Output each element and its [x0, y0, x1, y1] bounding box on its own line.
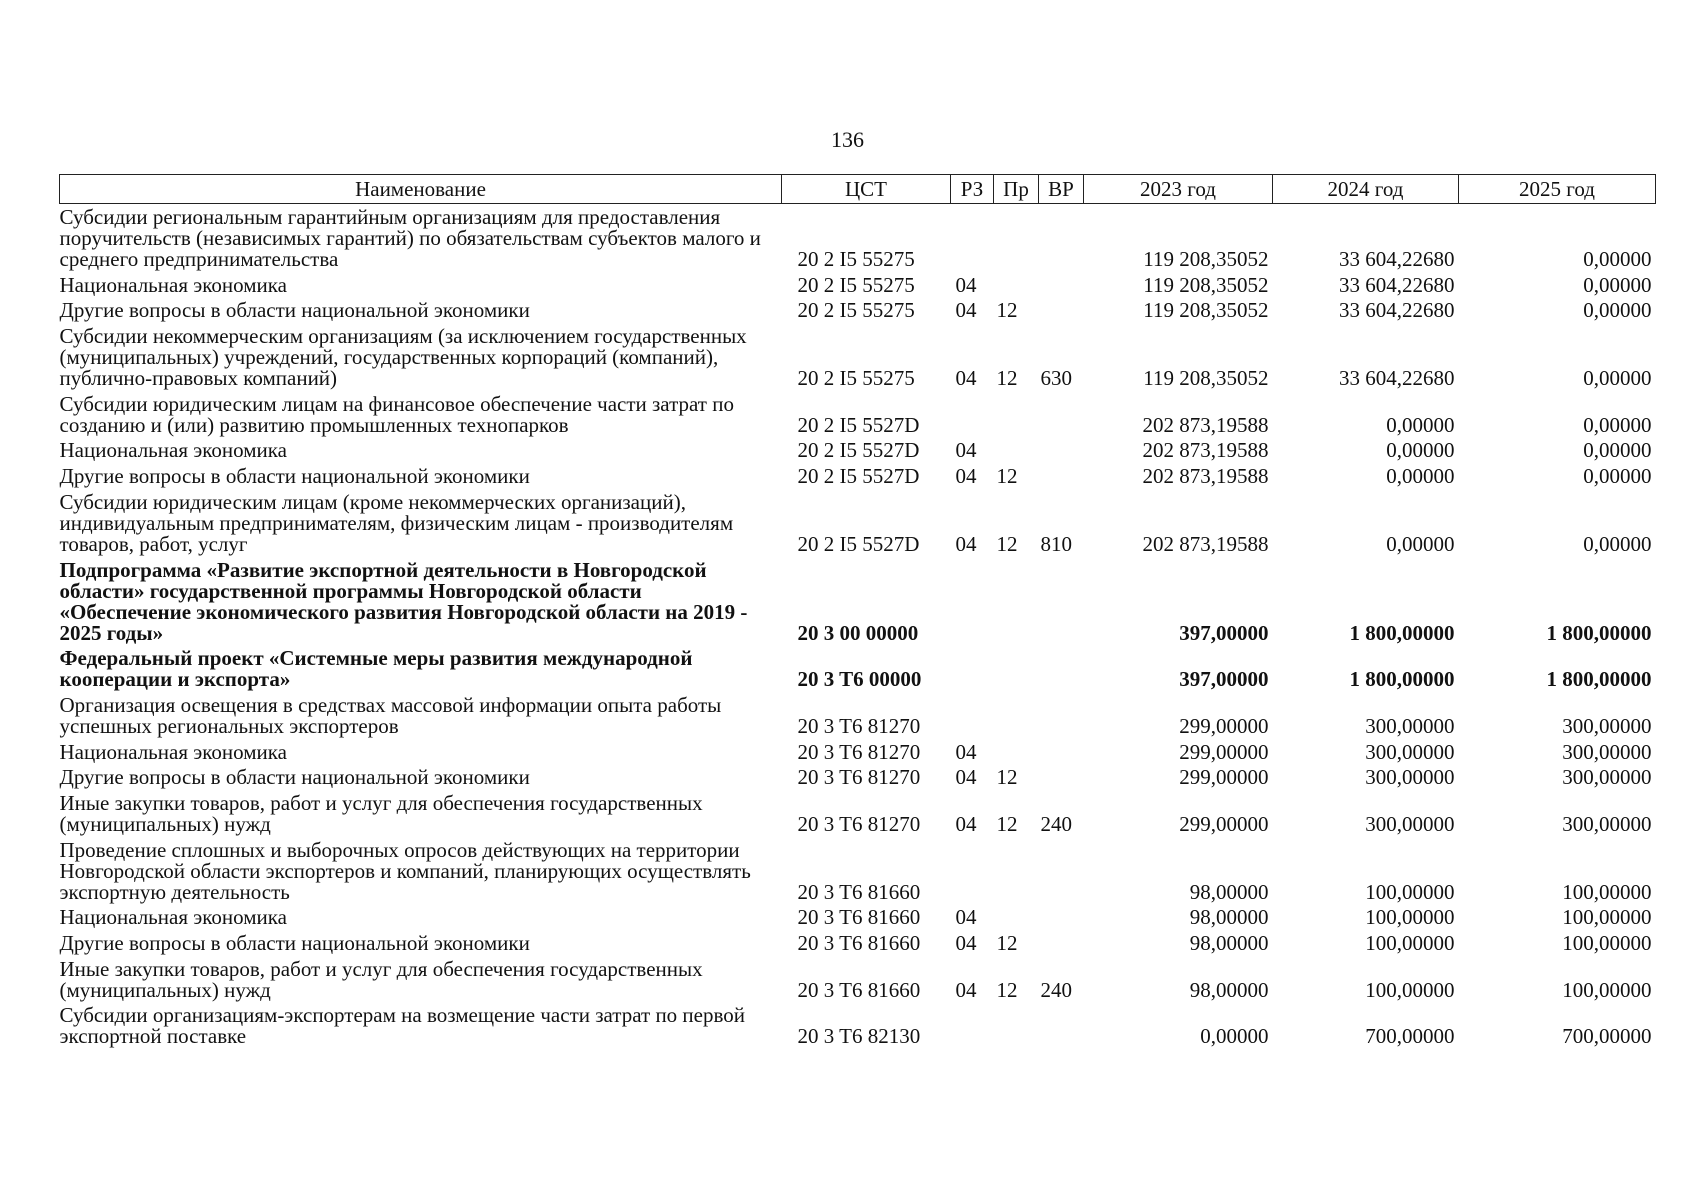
table-row: [60, 767, 1656, 793]
cell-cst: 20 3 T6 81660: [797, 931, 921, 955]
cell-pr: [994, 204, 1039, 275]
cell-pr: 12: [996, 977, 1018, 1002]
table-row: [60, 742, 1656, 768]
cell-vr: [1039, 275, 1084, 301]
cell-y2024: 33 604,22680: [1339, 366, 1455, 391]
cell-vr: 240: [1040, 811, 1072, 836]
cell-y2023: 119 208,35052: [1143, 366, 1269, 391]
table-row: [60, 326, 1656, 394]
cell-pr: [994, 840, 1039, 908]
cell-y2023: 98,00000: [1189, 931, 1269, 955]
cell-cst: 20 3 T6 81660: [797, 879, 921, 904]
header-2023: 2023 год: [1084, 175, 1273, 204]
cell-y2023: 98,00000: [1189, 879, 1269, 904]
cell-cst: 20 3 T6 81270: [797, 765, 921, 790]
cell-y2025: 0,00000: [1583, 412, 1652, 437]
cell-y2025: 100,00000: [1562, 931, 1652, 955]
table-row: [60, 560, 1656, 649]
cell-y2023: 299,00000: [1179, 811, 1269, 836]
header-vr: ВР: [1039, 175, 1084, 204]
cell-cst: 20 3 00 00000: [797, 620, 919, 645]
cell-cst: 20 2 I5 55275: [797, 247, 915, 271]
cell-rz: 04: [955, 438, 977, 463]
cell-name: Субсидии юридическим лицам на финансовое обеспечение части затрат по созданию и (или) развитию промышленных технопарков: [59, 391, 734, 437]
cell-cst: 20 2 I5 5527D: [797, 531, 920, 556]
cell-rz: [951, 840, 994, 908]
cell-cst: 20 2 I5 55275: [797, 272, 915, 297]
cell-y2025: 300,00000: [1562, 811, 1652, 836]
table-body: [60, 204, 1656, 1053]
cell-rz: 04: [955, 531, 977, 556]
header-2024: 2024 год: [1273, 175, 1459, 204]
table-row: [60, 275, 1656, 301]
cell-y2024: 300,00000: [1365, 739, 1455, 764]
cell-rz: 04: [955, 811, 977, 836]
cell-name: Субсидии организациям-экспортерам на возмещение части затрат по первой экспортной поставке: [59, 1003, 746, 1049]
table-row: [60, 300, 1656, 326]
header-cst: ЦСТ: [782, 175, 951, 204]
cell-y2025: 300,00000: [1562, 739, 1652, 764]
cell-vr: 810: [1040, 531, 1072, 556]
cell-y2024: 33 604,22680: [1339, 298, 1455, 323]
table-row: [60, 466, 1656, 492]
cell-name: Другие вопросы в области национальной экономики: [59, 298, 530, 323]
cell-pr: [994, 560, 1039, 649]
cell-vr: [1039, 300, 1084, 326]
cell-y2024: 700,00000: [1365, 1024, 1455, 1049]
cell-cst: 20 3 T6 82130: [797, 1024, 921, 1049]
cell-cst: 20 3 T6 81660: [797, 905, 921, 930]
cell-rz: 04: [955, 739, 977, 764]
cell-pr: [994, 394, 1039, 441]
cell-name: Иные закупки товаров, работ и услуг для обеспечения государственных (муниципальных) нужд: [59, 790, 703, 836]
cell-vr: [1039, 648, 1084, 695]
cell-rz: 04: [955, 931, 977, 955]
cell-pr: [994, 695, 1039, 742]
cell-cst: 20 2 I5 5527D: [797, 464, 920, 489]
cell-pr: [994, 1005, 1039, 1052]
cell-y2023: 202 873,19588: [1142, 438, 1269, 463]
cell-y2023: 299,00000: [1179, 713, 1269, 738]
cell-name: Федеральный проект «Системные меры развития международной кооперации и экспорта»: [59, 646, 693, 692]
cell-y2025: 100,00000: [1562, 977, 1652, 1002]
cell-rz: [951, 648, 994, 695]
table-row: [60, 959, 1656, 1006]
cell-y2023: 299,00000: [1179, 739, 1269, 764]
header-2025: 2025 год: [1459, 175, 1656, 204]
table-row: [60, 793, 1656, 840]
cell-vr: [1039, 466, 1084, 492]
cell-name: Субсидии региональным гарантийным организациям для предоставления поручительств (независимых гарантий) по обязательствам субъектов малого и среднего предпринимательства: [59, 205, 761, 271]
cell-name: Другие вопросы в области национальной экономики: [59, 765, 530, 790]
cell-cst: 20 2 I5 55275: [797, 366, 915, 391]
cell-pr: 12: [996, 931, 1018, 955]
cell-name: Национальная экономика: [59, 438, 287, 463]
cell-pr: 12: [996, 811, 1018, 836]
cell-y2025: 1 800,00000: [1546, 667, 1652, 692]
cell-pr: 12: [996, 531, 1018, 556]
cell-y2023: 119 208,35052: [1143, 272, 1269, 297]
cell-y2025: 0,00000: [1583, 438, 1652, 463]
cell-rz: 04: [955, 765, 977, 790]
cell-rz: [951, 394, 994, 441]
cell-y2024: 100,00000: [1365, 879, 1455, 904]
budget-table: [59, 174, 1656, 1052]
cell-cst: 20 3 T6 81270: [797, 811, 921, 836]
cell-y2025: 300,00000: [1562, 713, 1652, 738]
cell-pr: 12: [996, 765, 1018, 790]
cell-y2025: 0,00000: [1583, 531, 1652, 556]
table-row: [60, 933, 1656, 959]
cell-name: Иные закупки товаров, работ и услуг для обеспечения государственных (муниципальных) нужд: [59, 956, 703, 1002]
cell-vr: [1039, 204, 1084, 275]
cell-name: Другие вопросы в области национальной экономики: [59, 464, 530, 489]
cell-vr: [1039, 840, 1084, 908]
cell-y2024: 100,00000: [1365, 977, 1455, 1002]
cell-y2025: 100,00000: [1562, 879, 1652, 904]
cell-y2023: 0,00000: [1200, 1024, 1269, 1049]
cell-y2025: 0,00000: [1583, 464, 1652, 489]
cell-name: Подпрограмма «Развитие экспортной деятельности в Новгородской области» государственной программы Новгородской области «Обеспечение экономического развития Новгородской области на 2019 - 2025 годы»: [59, 557, 748, 645]
cell-y2023: 202 873,19588: [1142, 464, 1269, 489]
cell-name: Проведение сплошных и выборочных опросов действующих на территории Новгородской области экспортеров и компаний, планирующих осуществлять экспортную деятельность: [59, 837, 751, 904]
cell-y2024: 100,00000: [1365, 931, 1455, 955]
cell-y2024: 33 604,22680: [1339, 272, 1455, 297]
cell-rz: 04: [955, 272, 977, 297]
cell-cst: 20 2 I5 5527D: [797, 438, 920, 463]
table-row: [60, 204, 1656, 275]
cell-pr: 12: [996, 298, 1018, 323]
cell-rz: 04: [955, 366, 977, 391]
cell-name: Национальная экономика: [59, 272, 287, 297]
cell-y2023: 202 873,19588: [1142, 531, 1269, 556]
cell-cst: 20 2 I5 5527D: [797, 412, 920, 437]
cell-cst: 20 3 T6 81270: [797, 713, 921, 738]
cell-y2023: 397,00000: [1179, 620, 1269, 645]
header-pr: Пр: [994, 175, 1039, 204]
cell-vr: [1039, 907, 1084, 933]
cell-y2024: 300,00000: [1365, 811, 1455, 836]
cell-vr: [1039, 560, 1084, 649]
cell-y2023: 119 208,35052: [1143, 298, 1269, 323]
cell-name: Другие вопросы в области национальной экономики: [59, 931, 530, 955]
cell-vr: [1039, 742, 1084, 768]
table-row: [60, 648, 1656, 695]
cell-rz: 04: [955, 298, 977, 323]
table-header-row: [60, 175, 1656, 204]
cell-name: Национальная экономика: [59, 905, 287, 930]
cell-vr: [1039, 1005, 1084, 1052]
cell-y2025: 300,00000: [1562, 765, 1652, 790]
cell-y2025: 100,00000: [1562, 905, 1652, 930]
cell-y2023: 397,00000: [1179, 667, 1269, 692]
cell-vr: [1039, 440, 1084, 466]
cell-y2024: 300,00000: [1365, 765, 1455, 790]
cell-y2024: 1 800,00000: [1349, 667, 1455, 692]
cell-pr: [994, 440, 1039, 466]
page-number: 136: [831, 127, 864, 152]
table-row: [60, 492, 1656, 560]
cell-y2025: 0,00000: [1583, 272, 1652, 297]
cell-y2024: 0,00000: [1386, 464, 1455, 489]
cell-y2023: 299,00000: [1179, 765, 1269, 790]
cell-y2023: 202 873,19588: [1142, 412, 1269, 437]
cell-y2024: 0,00000: [1386, 438, 1455, 463]
table-row: [60, 840, 1656, 908]
cell-rz: 04: [955, 905, 977, 930]
cell-y2025: 1 800,00000: [1546, 620, 1652, 645]
cell-y2025: 0,00000: [1583, 247, 1652, 271]
table-row: [60, 695, 1656, 742]
cell-pr: [994, 275, 1039, 301]
cell-y2024: 100,00000: [1365, 905, 1455, 930]
cell-cst: 20 3 T6 00000: [797, 667, 922, 692]
cell-pr: 12: [996, 366, 1018, 391]
cell-vr: [1039, 767, 1084, 793]
cell-rz: 04: [955, 464, 977, 489]
cell-cst: 20 3 T6 81270: [797, 739, 921, 764]
cell-y2025: 0,00000: [1583, 298, 1652, 323]
cell-vr: [1039, 933, 1084, 959]
cell-pr: [994, 648, 1039, 695]
cell-y2023: 119 208,35052: [1143, 247, 1269, 271]
table-row: [60, 1005, 1656, 1052]
header-name: Наименование: [60, 175, 782, 204]
cell-cst: 20 3 T6 81660: [797, 977, 921, 1002]
cell-cst: 20 2 I5 55275: [797, 298, 915, 323]
cell-rz: 04: [955, 977, 977, 1002]
cell-name: Субсидии юридическим лицам (кроме некоммерческих организаций), индивидуальным предпринимателям, физическим лицам - производителям товаров, работ, услуг: [59, 489, 734, 556]
cell-name: Субсидии некоммерческим организациям (за исключением государственных (муниципальных) учреждений, государственных корпораций (компаний), публично-правовых компаний): [59, 324, 747, 391]
cell-pr: [994, 907, 1039, 933]
cell-y2024: 1 800,00000: [1349, 620, 1455, 645]
cell-vr: 240: [1040, 977, 1072, 1002]
table-row: [60, 394, 1656, 441]
cell-name: Организация освещения в средствах массовой информации опыта работы успешных региональных экспортеров: [59, 692, 722, 738]
cell-y2024: 33 604,22680: [1339, 247, 1455, 271]
cell-y2024: 0,00000: [1386, 412, 1455, 437]
cell-pr: 12: [996, 464, 1018, 489]
cell-y2025: 700,00000: [1562, 1024, 1652, 1049]
cell-vr: [1039, 695, 1084, 742]
table-row: [60, 907, 1656, 933]
cell-y2024: 300,00000: [1365, 713, 1455, 738]
cell-y2023: 98,00000: [1189, 905, 1269, 930]
cell-rz: [951, 560, 994, 649]
header-rz: РЗ: [951, 175, 994, 204]
cell-rz: [951, 1005, 994, 1052]
table-row: [60, 440, 1656, 466]
cell-y2023: 98,00000: [1189, 977, 1269, 1002]
cell-rz: [951, 204, 994, 275]
cell-vr: 630: [1040, 366, 1072, 391]
cell-vr: [1039, 394, 1084, 441]
cell-rz: [951, 695, 994, 742]
cell-name: Национальная экономика: [59, 739, 287, 764]
cell-y2024: 0,00000: [1386, 531, 1455, 556]
cell-pr: [994, 742, 1039, 768]
cell-y2025: 0,00000: [1583, 366, 1652, 391]
